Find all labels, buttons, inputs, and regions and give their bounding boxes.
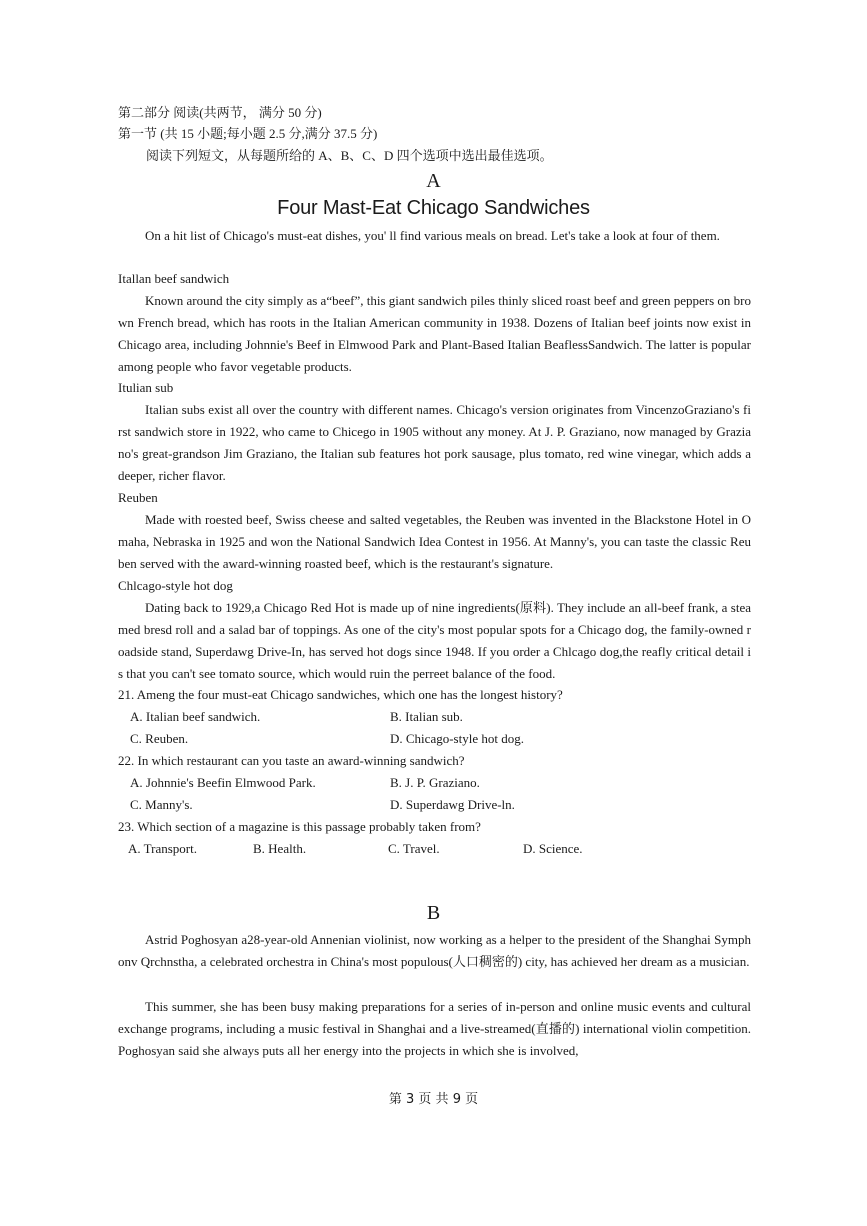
option-21-a: A. Italian beef sandwich. bbox=[130, 709, 261, 724]
option-22-d: D. Superdawg Drive-ln. bbox=[390, 797, 515, 812]
paragraph-italian-sub: Italian subs exist all over the country with different names. Chicago's version originates from VincenzoGraziano's first sandwich store in 1922, who came to Chicego in 1905 without any money. At J. P. Graziano, now managed by Graziano's great-grandson Jim Graziano, the Italian sub features hot pork sausage, plus tomato, red wine vinegar, which adds a deeper, richer flavor. bbox=[118, 402, 751, 483]
subheading-italian-beef: Itallan beef sandwich bbox=[118, 271, 230, 286]
question-23: 23. Which section of a magazine is this passage probably taken from? bbox=[118, 819, 481, 834]
subheading-italian-sub: Itulian sub bbox=[118, 380, 174, 395]
subheading-hot-dog: Chlcago-style hot dog bbox=[118, 578, 233, 593]
option-22-c: C. Manny's. bbox=[130, 797, 193, 812]
passage-a-title: Four Mast-Eat Chicago Sandwiches bbox=[277, 197, 590, 219]
passage-b-paragraph-2: This summer, she has been busy making preparations for a series of in-person and online music events and cultural exchange programs, including a music festival in Shanghai and a live-streamed(直播的) international violin competition. Poghosyan said she always puts all her energy into the projects in which she is involved, bbox=[118, 999, 751, 1058]
paragraph-reuben: Made with roested beef, Swiss cheese and salted vegetables, the Reuben was invented in the Blackstone Hotel in Omaha, Nebraska in 1925 and won the National Sandwich Idea Contest in 1956. At Manny's, you can taste the classic Reuben served with the award-winning roasted beef, which is the restaurant's signature. bbox=[118, 512, 751, 571]
passage-b-paragraph-1: Astrid Poghosyan a28-year-old Annenian violinist, now working as a helper to the president of the Shanghai Symphonv Qrchnstha, a celebrated orchestra in China's most populous(人口稠密的) city, has achieved her dream as a musician. bbox=[118, 932, 751, 969]
option-23-a: A. Transport. bbox=[128, 841, 197, 856]
option-22-b: B. J. P. Graziano. bbox=[390, 775, 480, 790]
question-21: 21. Ameng the four must-eat Chicago sandwiches, which one has the longest history? bbox=[118, 687, 563, 702]
paragraph-hot-dog: Dating back to 1929,a Chicago Red Hot is made up of nine ingredients(原料). They include an all-beef frank, a steamed bresd roll and a salad bar of toppings. As one of the city's most popular spots for a Chicago dog, the family-owned roadside stand, Superdawg Drive-In, has served hot dogs since 1948. If you order a Chlcago dog,the reafly critical detail is that you can't see tomato source, which would ruin the perreet balance of the food. bbox=[118, 600, 751, 681]
option-22-a: A. Johnnie's Beefin Elmwood Park. bbox=[130, 775, 316, 790]
option-23-d: D. Science. bbox=[523, 841, 583, 856]
option-21-b: B. Italian sub. bbox=[390, 709, 463, 724]
paragraph-italian-beef: Known around the city simply as a“beef”, this giant sandwich piles thinly sliced roast beef and green peppers on brown French bread, which has roots in the Italian American community in 1938. Dozens of Italian beef joints now exist in Chicago area, including Johnnie's Beef in Elmwood Park and Plant-Based Italian BeaflessSandwich. The latter is popular among people who favor vegetable products. bbox=[118, 293, 751, 374]
part-heading: 第二部分 阅读(共两节， 满分 50 分) bbox=[118, 105, 322, 120]
option-21-c: C. Reuben. bbox=[130, 731, 189, 746]
instruction: 阅读下列短文，从每题所给的 A、B、C、D 四个选项中选出最佳选项。 bbox=[146, 148, 553, 163]
passage-a-intro: On a hit list of Chicago's must-eat dishes, you' ll find various meals on bread. Let's take a look at four of them. bbox=[145, 228, 720, 243]
option-21-d: D. Chicago-style hot dog. bbox=[390, 731, 524, 746]
passage-a-letter: A bbox=[426, 170, 441, 192]
section-heading: 第一节 (共 15 小题;每小题 2.5 分,满分 37.5 分) bbox=[118, 126, 378, 141]
page-number: 第 3 页 共 9 页 bbox=[388, 1092, 479, 1107]
question-22: 22. In which restaurant can you taste an award-winning sandwich? bbox=[118, 753, 465, 768]
option-23-c: C. Travel. bbox=[388, 841, 440, 856]
option-23-b: B. Health. bbox=[253, 841, 307, 856]
subheading-reuben: Reuben bbox=[118, 490, 158, 505]
passage-b-letter: B bbox=[426, 902, 441, 924]
